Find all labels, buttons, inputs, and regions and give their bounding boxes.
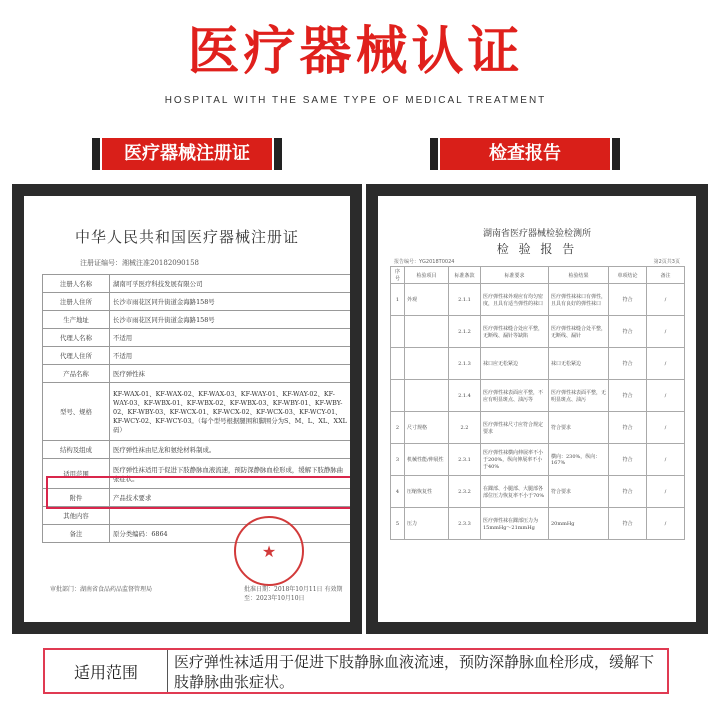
certificate-row-value: 原分类编码：6864	[110, 525, 351, 543]
report-cell-result: 医疗弹性袜表面平整，无明显斑点、油污	[549, 380, 609, 412]
report-cell-clause: 2.1.2	[449, 316, 481, 348]
report-cell-verdict: 符合	[609, 348, 647, 380]
page-title: 医疗器械认证	[187, 22, 524, 82]
report-header-cell: 序号	[391, 267, 405, 284]
certificate-row-key: 生产地址	[43, 311, 110, 329]
report-cell-req: 医疗弹性袜尺寸应符合规定要求	[481, 412, 549, 444]
certificate-row-key: 型号、规格	[43, 383, 110, 441]
certificate-row	[43, 293, 351, 311]
certificate-row-key: 结构及组成	[43, 441, 110, 459]
banner-tab-right	[274, 138, 282, 170]
report-cell-clause: 2.1.3	[449, 348, 481, 380]
certificate-row-value: 医疗弹性袜由尼龙和氨纶材料制成。	[110, 441, 351, 459]
report-cell-no	[391, 316, 405, 348]
report-cell-result: 袜口无松紧边	[549, 348, 609, 380]
report-row	[391, 348, 685, 380]
report-cell-note: /	[647, 476, 685, 508]
certificate-row	[43, 383, 351, 441]
certificate-row-key: 备注	[43, 525, 110, 543]
report-row	[391, 380, 685, 412]
report-cell-note: /	[647, 380, 685, 412]
banner-tab-left	[92, 138, 100, 170]
highlight-box	[46, 476, 350, 509]
certificate-row-value: 湖南可孚医疗科技发展有限公司	[110, 275, 351, 293]
report-cell-clause: 2.1.4	[449, 380, 481, 412]
report-cell-verdict: 符合	[609, 284, 647, 316]
report-cell-item: 外观	[405, 284, 449, 316]
report-row	[391, 476, 685, 508]
banner-registration	[102, 138, 272, 170]
report-cell-item: 尺寸规格	[405, 412, 449, 444]
approval-authority: 审批部门：湖南省食品药品监督管理局	[50, 586, 153, 593]
banner-tab-left	[430, 138, 438, 170]
report-header-cell: 标准条款	[449, 267, 481, 284]
certificate-frame	[12, 184, 362, 634]
report-cell-clause: 2.1.1	[449, 284, 481, 316]
report-row	[391, 412, 685, 444]
report-cell-item: 机械性能/伸展性	[405, 444, 449, 476]
report-cell-req: 医疗弹性袜表面应平整，不应有明显斑点、油污等	[481, 380, 549, 412]
banner-registration-label: 医疗器械注册证	[124, 143, 250, 164]
report-cell-verdict: 符合	[609, 380, 647, 412]
certificate-row	[43, 347, 351, 365]
report-cell-item: 压力	[405, 508, 449, 540]
page-subtitle: HOSPITAL WITH THE SAME TYPE OF MEDICAL TREATMENT	[164, 95, 547, 106]
certificate-row	[43, 365, 351, 383]
report-row	[391, 508, 685, 540]
report-sheet	[378, 196, 696, 622]
report-cell-result: 符合要求	[549, 412, 609, 444]
banner-tab-right	[612, 138, 620, 170]
certificate-title: 中华人民共和国医疗器械注册证	[74, 228, 299, 246]
report-row	[391, 284, 685, 316]
report-cell-result: 20mmHg	[549, 508, 609, 540]
certificate-row-value: 产品技术要求	[110, 489, 351, 507]
certificate-row	[43, 441, 351, 459]
report-cell-result: 横向：230%，纵向：167%	[549, 444, 609, 476]
scope-callout-key: 适用范围	[45, 650, 168, 692]
certificate-row	[43, 507, 351, 525]
report-cell-no: 1	[391, 284, 405, 316]
certificate-row-value: 医疗弹性袜	[110, 365, 351, 383]
report-cell-verdict: 符合	[609, 316, 647, 348]
report-page: 第2页共3页	[653, 259, 680, 265]
certificate-row-value: 医疗弹性袜适用于促进下肢静脉血液流速，预防深静脉血栓形成，缓解下肢静脉曲张症状。	[110, 459, 351, 489]
report-cell-req: 医疗弹性袜缝合处应平整，无断线、漏针等缺陷	[481, 316, 549, 348]
report-header-cell: 备注	[647, 267, 685, 284]
report-cell-note: /	[647, 284, 685, 316]
report-cell-item: 压缩恢复性	[405, 476, 449, 508]
report-cell-no: 4	[391, 476, 405, 508]
report-cell-item	[405, 380, 449, 412]
report-cell-result: 符合要求	[549, 476, 609, 508]
report-header-cell: 单项结论	[609, 267, 647, 284]
banner-report	[440, 138, 610, 170]
certificate-row-key: 代理人名称	[43, 329, 110, 347]
report-cell-item	[405, 316, 449, 348]
report-cell-no	[391, 348, 405, 380]
report-header-cell: 标准要求	[481, 267, 549, 284]
report-cell-result: 医疗弹性袜缝合处平整，无断线、漏针	[549, 316, 609, 348]
official-seal: ★	[234, 516, 304, 586]
certificate-row-key: 附件	[43, 489, 110, 507]
certificate-row-value: 长沙市雨花区同升街道金海路158号	[110, 311, 351, 329]
report-cell-clause: 2.3.2	[449, 476, 481, 508]
certificate-row-value: 长沙市雨花区同升街道金海路158号	[110, 293, 351, 311]
report-cell-result: 医疗弹性袜袜口有弹性，且具有良好的弹性袜口	[549, 284, 609, 316]
scope-callout	[43, 648, 669, 694]
report-cell-req: 医疗弹性袜横向伸展率不小于200%，纵向伸展率不小于40%	[481, 444, 549, 476]
report-cell-req: 在踝部、小腿部、大腿部各部位压力恢复率不小于70%	[481, 476, 549, 508]
report-row	[391, 444, 685, 476]
report-header-cell: 检验项目	[405, 267, 449, 284]
certificate-row-key: 适用范围	[43, 459, 110, 489]
report-row	[391, 316, 685, 348]
certificate-sheet	[24, 196, 350, 622]
certificate-row	[43, 329, 351, 347]
report-table	[390, 266, 685, 540]
certificate-row	[43, 311, 351, 329]
scope-callout-value: 医疗弹性袜适用于促进下肢静脉血液流速，预防深静脉血栓形成，缓解下肢静脉曲张症状。	[174, 653, 655, 691]
report-cell-no	[391, 380, 405, 412]
certificate-row	[43, 525, 351, 543]
report-cell-req: 医疗弹性袜在踝部压力为15mmHg～21mmHg	[481, 508, 549, 540]
certificate-row-key: 代理人住所	[43, 347, 110, 365]
certificate-row-key: 注册人住所	[43, 293, 110, 311]
report-cell-no: 2	[391, 412, 405, 444]
certificate-row-key: 注册人名称	[43, 275, 110, 293]
certificate-row-value	[110, 507, 351, 525]
report-cell-item	[405, 348, 449, 380]
report-cell-note: /	[647, 316, 685, 348]
report-cell-clause: 2.3.1	[449, 444, 481, 476]
report-cell-note: /	[647, 348, 685, 380]
certificate-row-key: 产品名称	[43, 365, 110, 383]
report-header-cell: 检验结果	[549, 267, 609, 284]
report-cell-verdict: 符合	[609, 412, 647, 444]
approval-dates: 批准日期：2018年10月11日 有效期至：2023年10月10日	[244, 586, 343, 602]
report-cell-verdict: 符合	[609, 444, 647, 476]
report-cell-note: /	[647, 508, 685, 540]
report-cell-verdict: 符合	[609, 508, 647, 540]
report-title: 检 验 报 告	[496, 242, 578, 256]
report-cell-no: 5	[391, 508, 405, 540]
report-cell-req: 医疗弹性袜外观应有均匀密度，且具有适当弹性的袜口	[481, 284, 549, 316]
report-frame	[366, 184, 708, 634]
report-org: 湖南省医疗器械检验检测所	[482, 229, 591, 239]
report-cell-no: 3	[391, 444, 405, 476]
report-cell-note: /	[647, 412, 685, 444]
certificate-row-key: 其他内容	[43, 507, 110, 525]
report-cell-req: 袜口应无松紧边	[481, 348, 549, 380]
report-cell-clause: 2.2	[449, 412, 481, 444]
certificate-row-value: 不适用	[110, 329, 351, 347]
report-number: 报告编号：YG2018T0024	[394, 259, 455, 265]
report-cell-clause: 2.3.3	[449, 508, 481, 540]
certificate-row-value: 不适用	[110, 347, 351, 365]
certificate-row	[43, 275, 351, 293]
banner-report-label: 检查报告	[489, 143, 561, 164]
certificate-number: 注册证编号：湘械注准20182090158	[80, 259, 199, 267]
report-cell-verdict: 符合	[609, 476, 647, 508]
certificate-row-value: KF-WAX-01、KF-WAX-02、KF-WAX-03、KF-WAY-01、KF-WAY-02、KF-WAY-03、KF-WBX-01、KF-WBX-02、KF-WBX-03、KF-WBY-01、KF-WBY-02、KF-WBY-03、KF-WCX-01、KF-WCX-02、KF-WCX-03、KF-WCY-01、KF-WCY-02、KF-WCY-03。（每个型号根据腿围和脚围分为S、M、L、XL、XXL码）	[110, 383, 351, 441]
report-cell-note: /	[647, 444, 685, 476]
